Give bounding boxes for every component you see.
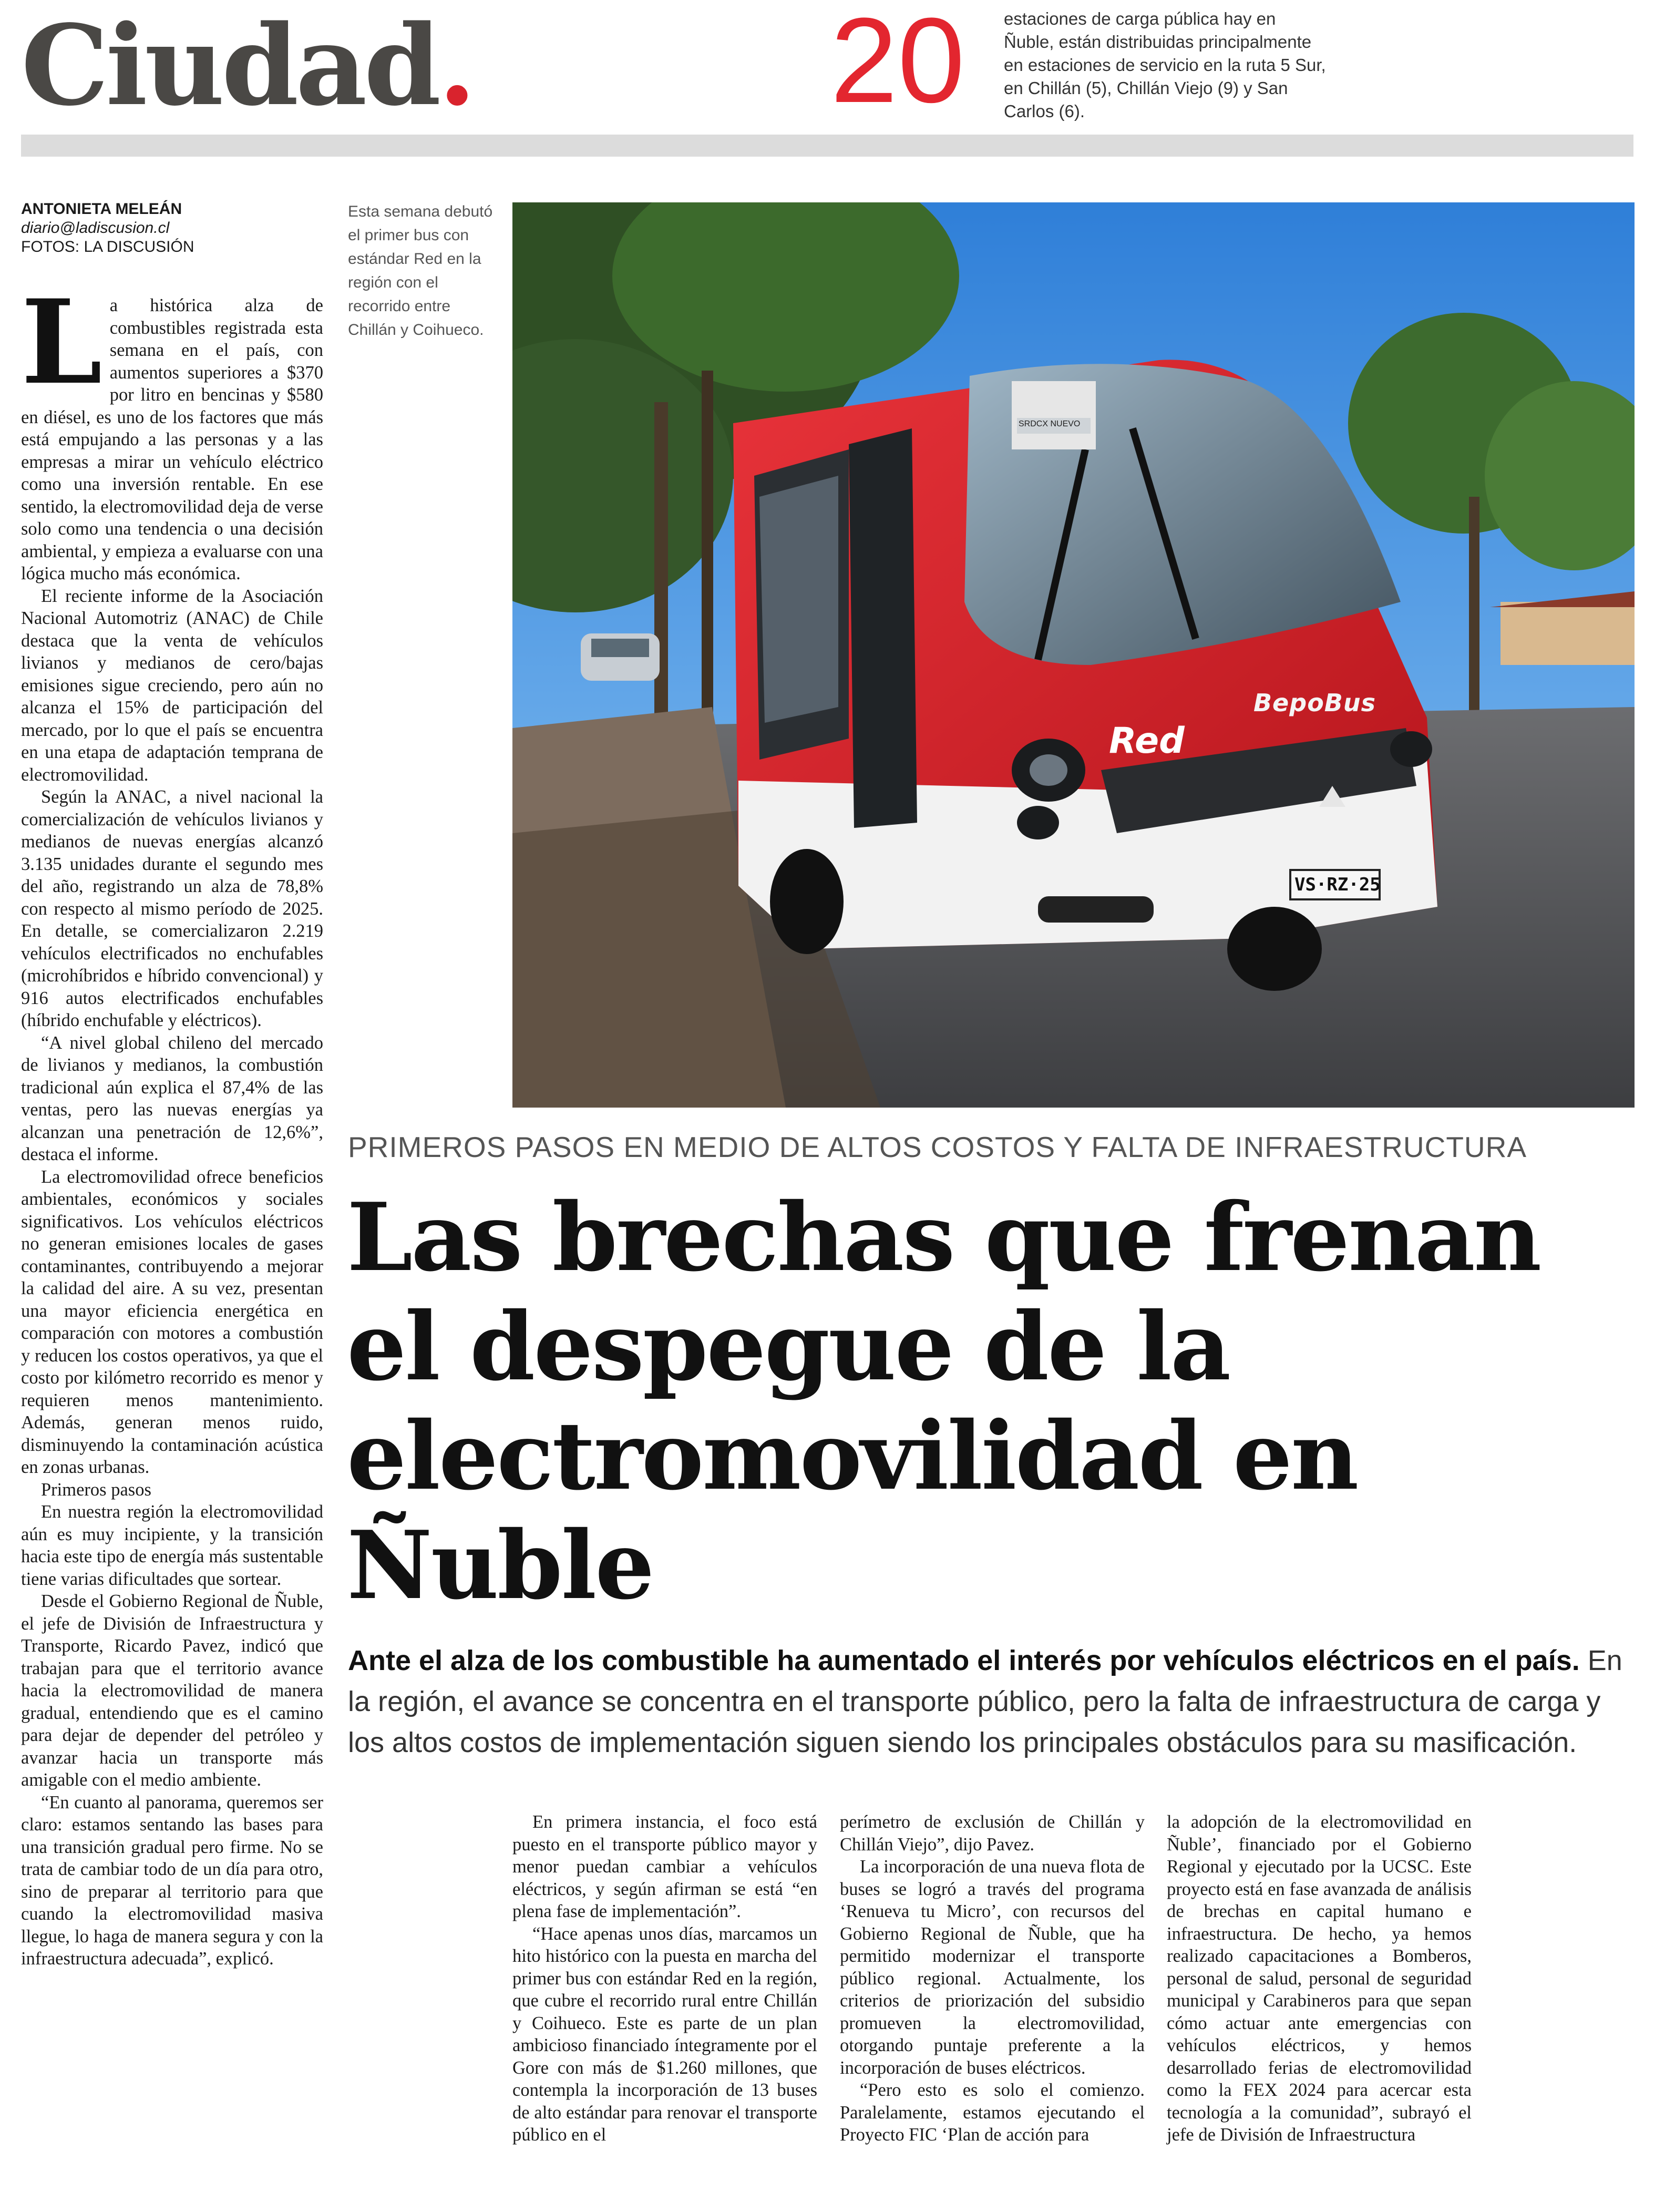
lead <box>348 1640 1630 1763</box>
byline-photos: FOTOS: LA DISCUSIÓN <box>21 238 194 255</box>
paragraph: “Hace apenas unos días, marcamos un hito histórico con la puesta en marcha del primer bus con estándar Red en la región, que cubre el recorrido rural entre Chillán y Coihueco. Este es parte de un plan ambicioso financiado íntegramente por el Gore con más de $1.260 millones, que contempla la incorporación de 13 buses de alto estándar para renovar el transporte público en el <box>512 1923 817 2145</box>
bus-plate: VS·RZ·25 <box>1294 874 1381 895</box>
bus-red-logo: Red <box>1109 720 1185 762</box>
stat-text: estaciones de carga pública hay en Ñuble, están distribuidas principalmente en estaciones de servicio en la ruta 5 Sur, en Chillán (5), Chillán Viejo (9) y San Carlos (6). <box>1004 9 1326 121</box>
paragraph: perímetro de exclusión de Chillán y Chillán Viejo”, dijo Pavez. <box>840 1812 1145 1855</box>
bus-photo <box>512 202 1635 1108</box>
lead-bold: Ante el alza de los combustible ha aumentado el interés por vehículos eléctricos en el país. <box>348 1645 1580 1676</box>
section-rule <box>21 135 1633 157</box>
bus-brand-label: BepoBus <box>1253 689 1376 717</box>
kicker: PRIMEROS PASOS EN MEDIO DE ALTOS COSTOS Y FALTA DE INFRAESTRUCTURA <box>348 1131 1527 1163</box>
byline-email[interactable]: diario@ladiscusion.cl <box>21 219 170 237</box>
article-body-left <box>21 274 323 1970</box>
paragraph: Según la ANAC, a nivel nacional la comercialización de vehículos livianos y medianos de nuevas energías alcanzó 3.135 unidades durante el segundo mes del año, registrando un alza de 78,8% con respecto al mismo período de 2025. En detalle, se comercializaron 2.219 vehículos electrificados no enchufables (microhíbridos e híbrido convencional) y 916 autos electrificados enchufables (híbrido enchufable y eléctricos). <box>21 787 323 1030</box>
byline-author: ANTONIETA MELEÁN <box>21 200 182 218</box>
paragraph: a histórica alza de combustibles registrada esta semana en el país, con aumentos superiores a $370 por litro en bencinas y $580 en diésel, es uno de los factores que más está empujando a las personas y a las empresas a mirar un vehículo eléctrico como una inversión rentable. En ese sentido, la electromovilidad deja de verse solo como una tendencia o una decisión ambiental, y empieza a evaluarse con una lógica mucho más económica. <box>21 295 323 583</box>
paragraph: En primera instancia, el foco está puesto en el transporte público mayor y menor puedan cambiar a vehículos eléctricos, y según afirman se está “en plena fase de implementación”. <box>512 1812 817 1921</box>
paragraph: La electromovilidad ofrece beneficios ambientales, económicos y sociales significativos. Los vehículos eléctricos no generan emisiones locales de gases contaminantes, contribuyendo a mejorar la calidad del aire. A su vez, presentan una mayor eficiencia energética en comparación con motores a combustión y reducen los costos operativos, ya que el costo por kilómetro recorrido es menor y requieren menos mantenimiento. Además, generan menos ruido, disminuyendo la contaminación acústica en zonas urbanas. <box>21 1166 323 1477</box>
paragraph: “Pero esto es solo el comienzo. Paralelamente, estamos ejecutando el Proyecto FIC ‘Plan de acción para <box>840 2080 1145 2145</box>
section-dot: . <box>438 1 474 130</box>
paragraph: La incorporación de una nueva flota de buses se logró a través del programa ‘Renueva tu Micro’, con recursos del Gobierno Regional de Ñuble, que ha permitido modernizar el transporte público regional. Actualmente, los criterios de priorización del subsidio promueven la electromovilidad, otorgando puntaje preferente a la incorporación de buses eléctricos. <box>840 1857 1145 2078</box>
paragraph: Desde el Gobierno Regional de Ñuble, el jefe de División de Infraestructura y Transporte, Ricardo Pavez, indicó que trabajan para que el territorio avance hacia la electromovilidad de manera gradual, entendiendo que es el camino para dejar de depender del petróleo y avanzar hacia un transporte más amigable con el medio ambiente. <box>21 1591 323 1790</box>
stat-number: 20 <box>830 0 965 128</box>
lead-text: En la región, el avance se concentra en el transporte público, pero la falta de infraestructura de carga y los altos costos de implementación siguen siendo los principales obstáculos para su masificación. <box>348 1645 1622 1758</box>
byline <box>21 200 315 257</box>
photo-caption: Esta semana debutó el primer bus con estándar Red en la región con el recorrido entre Chillán y Coihueco. <box>348 203 493 339</box>
paragraph: “A nivel global chileno del mercado de livianos y medianos, la combustión tradicional aún explica el 87,4% de las ventas, pero las nuevas energías ya alcanzan una penetración de 12,6%”, destaca el informe. <box>21 1032 323 1164</box>
headline: Las brechas que frenan el despegue de la electromovilidad en Ñuble <box>347 1182 1540 1620</box>
subhead: Primeros pasos <box>41 1479 151 1500</box>
paragraph: la adopción de la electromovilidad en Ñuble’, financiado por el Gobierno Regional y ejecutado por la UCSC. Este proyecto está en fase avanzada de análisis de brechas en capital humano e infraestructura. De hecho, ya hemos realizado capacitaciones a Bomberos, personal de salud, personal de seguridad municipal y Carabineros para que sepan cómo actuar ante emergencias con vehículos eléctricos, y hemos desarrollado ferias de electromovilidad como la FEX 2024 para acercar esta tecnología a la comunidad”, subrayó el jefe de División de Infraestructura <box>1167 1812 1472 2145</box>
section-name: Ciudad <box>21 1 438 130</box>
bus-sign: SRDCX NUEVO <box>1019 419 1081 428</box>
paragraph: “En cuanto al panorama, queremos ser claro: estamos sentando las bases para una transición gradual pero firme. No se trata de cambiar todo de un día para otro, sino de preparar al territorio para que cuando la electromovilidad masiva llegue, lo haga de manera segura y con la infraestructura adecuada”, explicó. <box>21 1792 323 1969</box>
paragraph: El reciente informe de la Asociación Nacional Automotriz (ANAC) de Chile destaca que la venta de vehículos livianos y medianos de cero/bajas emisiones sigue creciendo, pero aún no alcanza el 15% de participación del mercado, por lo que el país se encuentra en una etapa de adaptación temprana de electromovilidad. <box>21 586 323 785</box>
article-body-col-4 <box>1167 1811 1472 2146</box>
article-body-col-2 <box>512 1811 817 2146</box>
paragraph: En nuestra región la electromovilidad aún es muy incipiente, y la transición hacia este tipo de energía más sustentable tiene varias dificultades que sortear. <box>21 1502 323 1589</box>
article-body-col-3 <box>840 1811 1145 2146</box>
drop-cap: L <box>21 274 102 410</box>
section-title <box>21 1 474 130</box>
